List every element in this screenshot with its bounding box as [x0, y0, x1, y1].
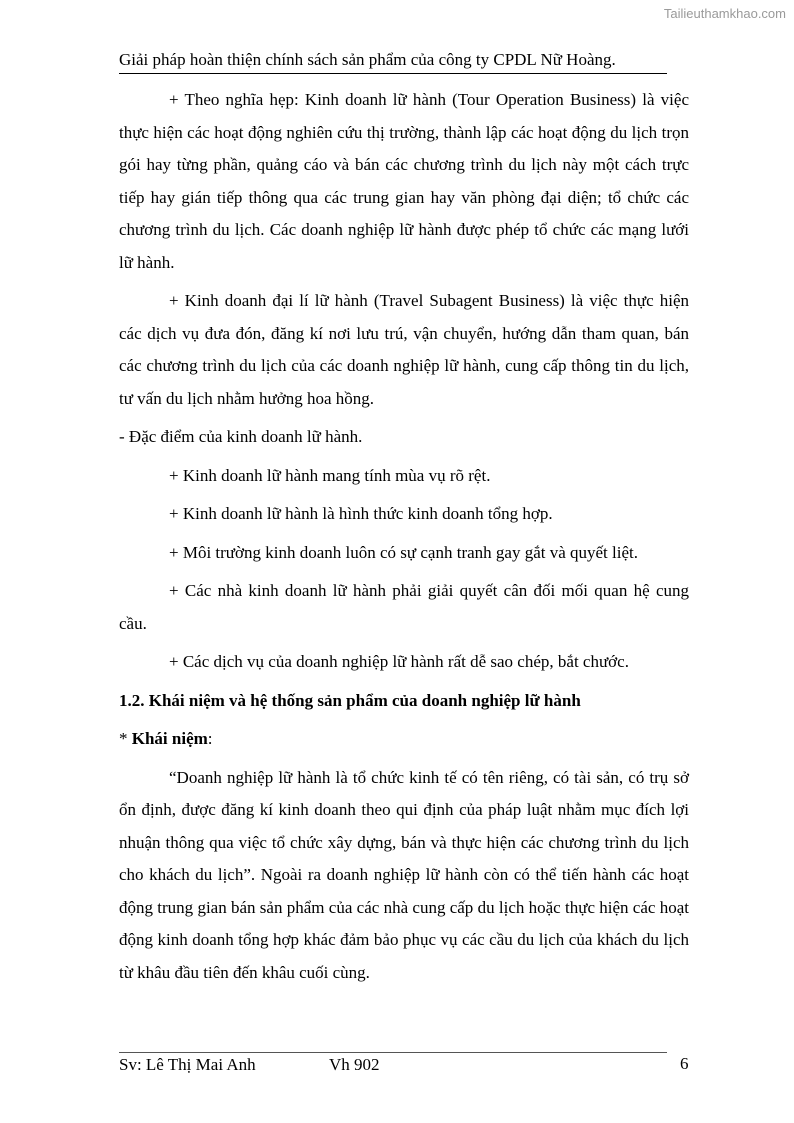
- subheading-suffix: :: [207, 729, 213, 748]
- list-item: + Các nhà kinh doanh lữ hành phải giải quyết cân đối mối quan hệ cung cầu.: [119, 581, 689, 633]
- page-number: 6: [680, 1054, 689, 1073]
- paragraph-narrow-definition: + Theo nghĩa hẹp: Kinh doanh lữ hành (Tour Operation Business) là việc thực hiện các hoạt động nghiên cứu thị trường, thành lập các hoạt động du lịch trọn gói hay từng phần, quảng cáo và bán các chương trình du lịch này một cách trực tiếp hay gián tiếp thông qua các trung gian hay văn phòng đại diện; tổ chức các chương trình du lịch. Các doanh nghiệp lữ hành được phép tổ chức các mạng lưới lữ hành.: [119, 90, 689, 272]
- footer-author: Sv: Lê Thị Mai Anh: [119, 1055, 256, 1074]
- list-item: + Môi trường kinh doanh luôn có sự cạnh tranh gay gắt và quyết liệt.: [169, 542, 638, 562]
- list-item: + Các dịch vụ của doanh nghiệp lữ hành rất dễ sao chép, bắt chước.: [169, 652, 629, 671]
- footer-class: Vh 902: [329, 1055, 380, 1074]
- paragraph-subagent: + Kinh doanh đại lí lữ hành (Travel Subagent Business) là việc thực hiện các dịch vụ đưa đón, đăng kí nơi lưu trú, vận chuyển, hướng dẫn tham quan, bán các chương trình du lịch của các doanh nghiệp lữ hành, cung cấp thông tin du lịch, tư vấn du lịch nhằm hưởng hoa hồng.: [119, 291, 689, 408]
- page-header: Giải pháp hoàn thiện chính sách sản phẩm của công ty CPDL Nữ Hoàng.: [119, 50, 667, 74]
- watermark: Tailieuthamkhao.com: [663, 6, 786, 21]
- paragraph-definition-quote: “Doanh nghiệp lữ hành là tổ chức kinh tế có tên riêng, có tài sản, có trụ sở ổn định, được đăng kí kinh doanh theo qui định của pháp luật nhằm mục đích lợi nhuận thông qua việc tổ chức xây dựng, bán và thực hiện các chương trình du lịch cho khách du lịch”. Ngoài ra doanh nghiệp lữ hành còn có thể tiến hành các hoạt động trung gian bán sản phẩm của các nhà cung cấp du lịch hoặc thực hiện các hoạt động kinh doanh tổng hợp khác đảm bảo phục vụ các cầu du lịch của khách du lịch từ khâu đầu tiên đến khâu cuối cùng.: [119, 767, 689, 982]
- subheading-label: Khái niệm: [131, 729, 208, 748]
- subheading-prefix: *: [119, 729, 132, 748]
- list-item: + Kinh doanh lữ hành mang tính mùa vụ rõ rệt.: [169, 465, 491, 485]
- subheading: [119, 723, 689, 756]
- page-footer: [119, 1055, 380, 1075]
- footer-divider: [119, 1052, 667, 1053]
- document-body: [119, 84, 689, 995]
- section-heading: 1.2. Khái niệm và hệ thống sản phẩm của doanh nghiệp lữ hành: [119, 690, 581, 710]
- paragraph-characteristics: - Đặc điểm của kinh doanh lữ hành.: [119, 427, 363, 446]
- list-item: + Kinh doanh lữ hành là hình thức kinh doanh tổng hợp.: [169, 504, 553, 523]
